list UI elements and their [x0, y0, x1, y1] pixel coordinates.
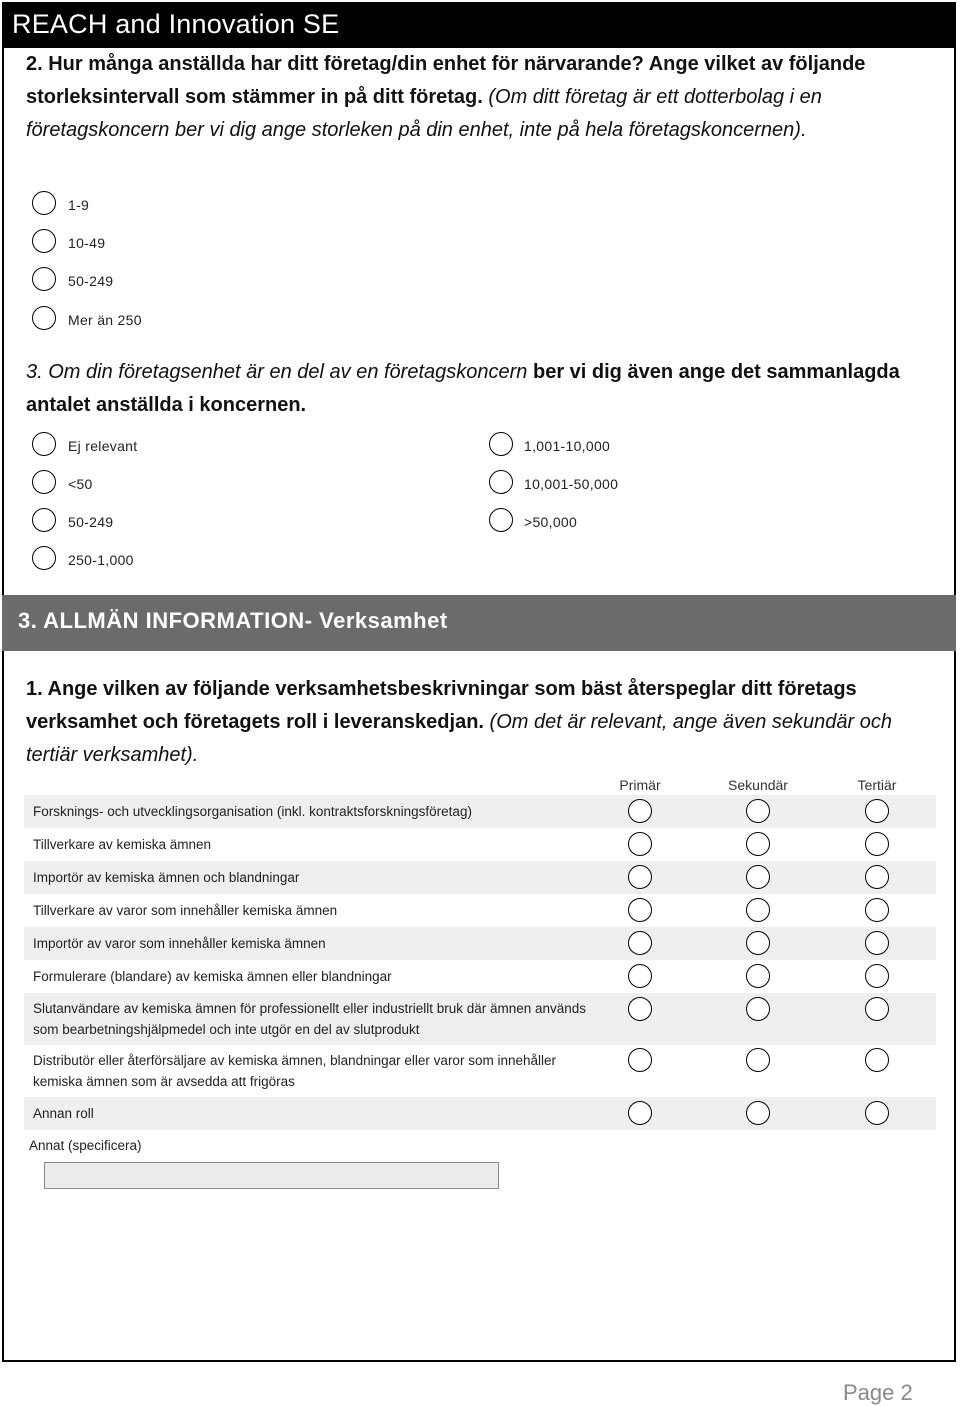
column-header-tertiary: Tertiär: [857, 777, 897, 793]
matrix-row: [24, 1045, 936, 1097]
matrix-row: [24, 993, 936, 1045]
radio-tertiary[interactable]: [865, 865, 889, 889]
question-3-bold: ber vi dig även ange det sammanlagda antalet anställda i koncernen.: [26, 361, 900, 416]
other-specify-label: Annat (specificera): [29, 1138, 142, 1153]
question-2: [26, 48, 926, 147]
radio-size-50-249[interactable]: [32, 267, 56, 291]
radio-group-10001-50000[interactable]: [489, 470, 513, 494]
section3-question-1-bold: 1. Ange vilken av följande verksamhetsbeskrivningar som bäst återspeglar ditt företags verksamhet och företagets roll i leveranskedjan.: [26, 678, 857, 733]
radio-primary[interactable]: [628, 964, 652, 988]
radio-primary[interactable]: [628, 997, 652, 1021]
row-label: Annan roll: [33, 1106, 94, 1121]
row-label: Importör av kemiska ämnen och blandningar: [33, 870, 300, 885]
radio-tertiary[interactable]: [865, 997, 889, 1021]
option-label: 250-1,000: [68, 552, 134, 568]
option-label: 50-249: [68, 273, 114, 289]
radio-tertiary[interactable]: [865, 964, 889, 988]
radio-group-50-249[interactable]: [32, 508, 56, 532]
radio-secondary[interactable]: [746, 799, 770, 823]
row-label: Tillverkare av kemiska ämnen: [33, 837, 212, 852]
option-label: 10-49: [68, 235, 106, 251]
radio-tertiary[interactable]: [865, 931, 889, 955]
radio-tertiary[interactable]: [865, 832, 889, 856]
radio-secondary[interactable]: [746, 1048, 770, 1072]
option-label: >50,000: [524, 514, 578, 530]
section3-question-1-italic: (Om det är relevant, ange även sekundär och tertiär verksamhet).: [26, 711, 892, 766]
radio-secondary[interactable]: [746, 898, 770, 922]
matrix-row: [24, 1097, 936, 1130]
matrix-row: [24, 960, 936, 993]
radio-primary[interactable]: [628, 931, 652, 955]
radio-group-250-1000[interactable]: [32, 546, 56, 570]
radio-size-1-9[interactable]: [32, 191, 56, 215]
radio-group-lt50[interactable]: [32, 470, 56, 494]
option-label: Mer än 250: [68, 312, 142, 328]
other-specify-input[interactable]: [44, 1162, 499, 1189]
option-label: 1,001-10,000: [524, 438, 611, 454]
radio-secondary[interactable]: [746, 931, 770, 955]
matrix-row: [24, 927, 936, 960]
row-label: Distributör eller återförsäljare av kemiska ämnen, blandningar eller varor som innehåller kemiska ämnen som är avsedda att frigöras: [33, 1053, 556, 1089]
radio-tertiary[interactable]: [865, 898, 889, 922]
section-header: [2, 595, 956, 651]
option-label: 50-249: [68, 514, 114, 530]
row-label: Forsknings- och utvecklingsorganisation (inkl. kontraktsforskningsföretag): [33, 804, 472, 819]
row-label: Slutanvändare av kemiska ämnen för professionellt eller industriellt bruk där ämnen används som bearbetningshjälpmedel och inte utgör en del av slutprodukt: [33, 1001, 587, 1037]
option-label: 10,001-50,000: [524, 476, 619, 492]
radio-group-1001-10000[interactable]: [489, 432, 513, 456]
radio-tertiary[interactable]: [865, 1048, 889, 1072]
row-label: Formulerare (blandare) av kemiska ämnen eller blandningar: [33, 969, 392, 984]
radio-group-not-relevant[interactable]: [32, 432, 56, 456]
row-label: Tillverkare av varor som innehåller kemiska ämnen: [33, 903, 338, 918]
page-number: Page 2: [843, 1380, 913, 1405]
question-2-italic: (Om ditt företag är ett dotterbolag i en företagskoncern ber vi dig ange storleken på din enhet, inte på hela företagskoncernen).: [26, 86, 822, 141]
section-title: 3. ALLMÄN INFORMATION- Verksamhet: [18, 608, 448, 633]
question-3-italic: 3. Om din företagsenhet är en del av en företagskoncern: [26, 361, 528, 383]
matrix-row: [24, 828, 936, 861]
radio-size-10-49[interactable]: [32, 229, 56, 253]
radio-primary[interactable]: [628, 898, 652, 922]
radio-secondary[interactable]: [746, 832, 770, 856]
form-header: [2, 2, 956, 48]
radio-secondary[interactable]: [746, 997, 770, 1021]
option-label: 1-9: [68, 197, 90, 213]
radio-primary[interactable]: [628, 1048, 652, 1072]
radio-primary[interactable]: [628, 1101, 652, 1125]
radio-secondary[interactable]: [746, 964, 770, 988]
section3-question-1: [26, 673, 926, 772]
column-header-primary: Primär: [619, 777, 661, 793]
matrix-row: [24, 894, 936, 927]
radio-group-gt50000[interactable]: [489, 508, 513, 532]
radio-secondary[interactable]: [746, 865, 770, 889]
matrix-row: [24, 795, 936, 828]
radio-secondary[interactable]: [746, 1101, 770, 1125]
column-header-secondary: Sekundär: [728, 777, 788, 793]
row-label: Importör av varor som innehåller kemiska ämnen: [33, 936, 326, 951]
question-3: [26, 356, 926, 422]
radio-tertiary[interactable]: [865, 799, 889, 823]
matrix-row: [24, 861, 936, 894]
radio-tertiary[interactable]: [865, 1101, 889, 1125]
form-title: REACH and Innovation SE: [12, 9, 340, 39]
radio-primary[interactable]: [628, 832, 652, 856]
radio-size-250-plus[interactable]: [32, 306, 56, 330]
question-2-bold: 2. Hur många anställda har ditt företag/din enhet för närvarande? Ange vilket av följande storleksintervall som stämmer in på ditt företag.: [26, 53, 866, 108]
radio-primary[interactable]: [628, 799, 652, 823]
option-label: <50: [68, 476, 93, 492]
radio-primary[interactable]: [628, 865, 652, 889]
option-label: Ej relevant: [68, 438, 138, 454]
